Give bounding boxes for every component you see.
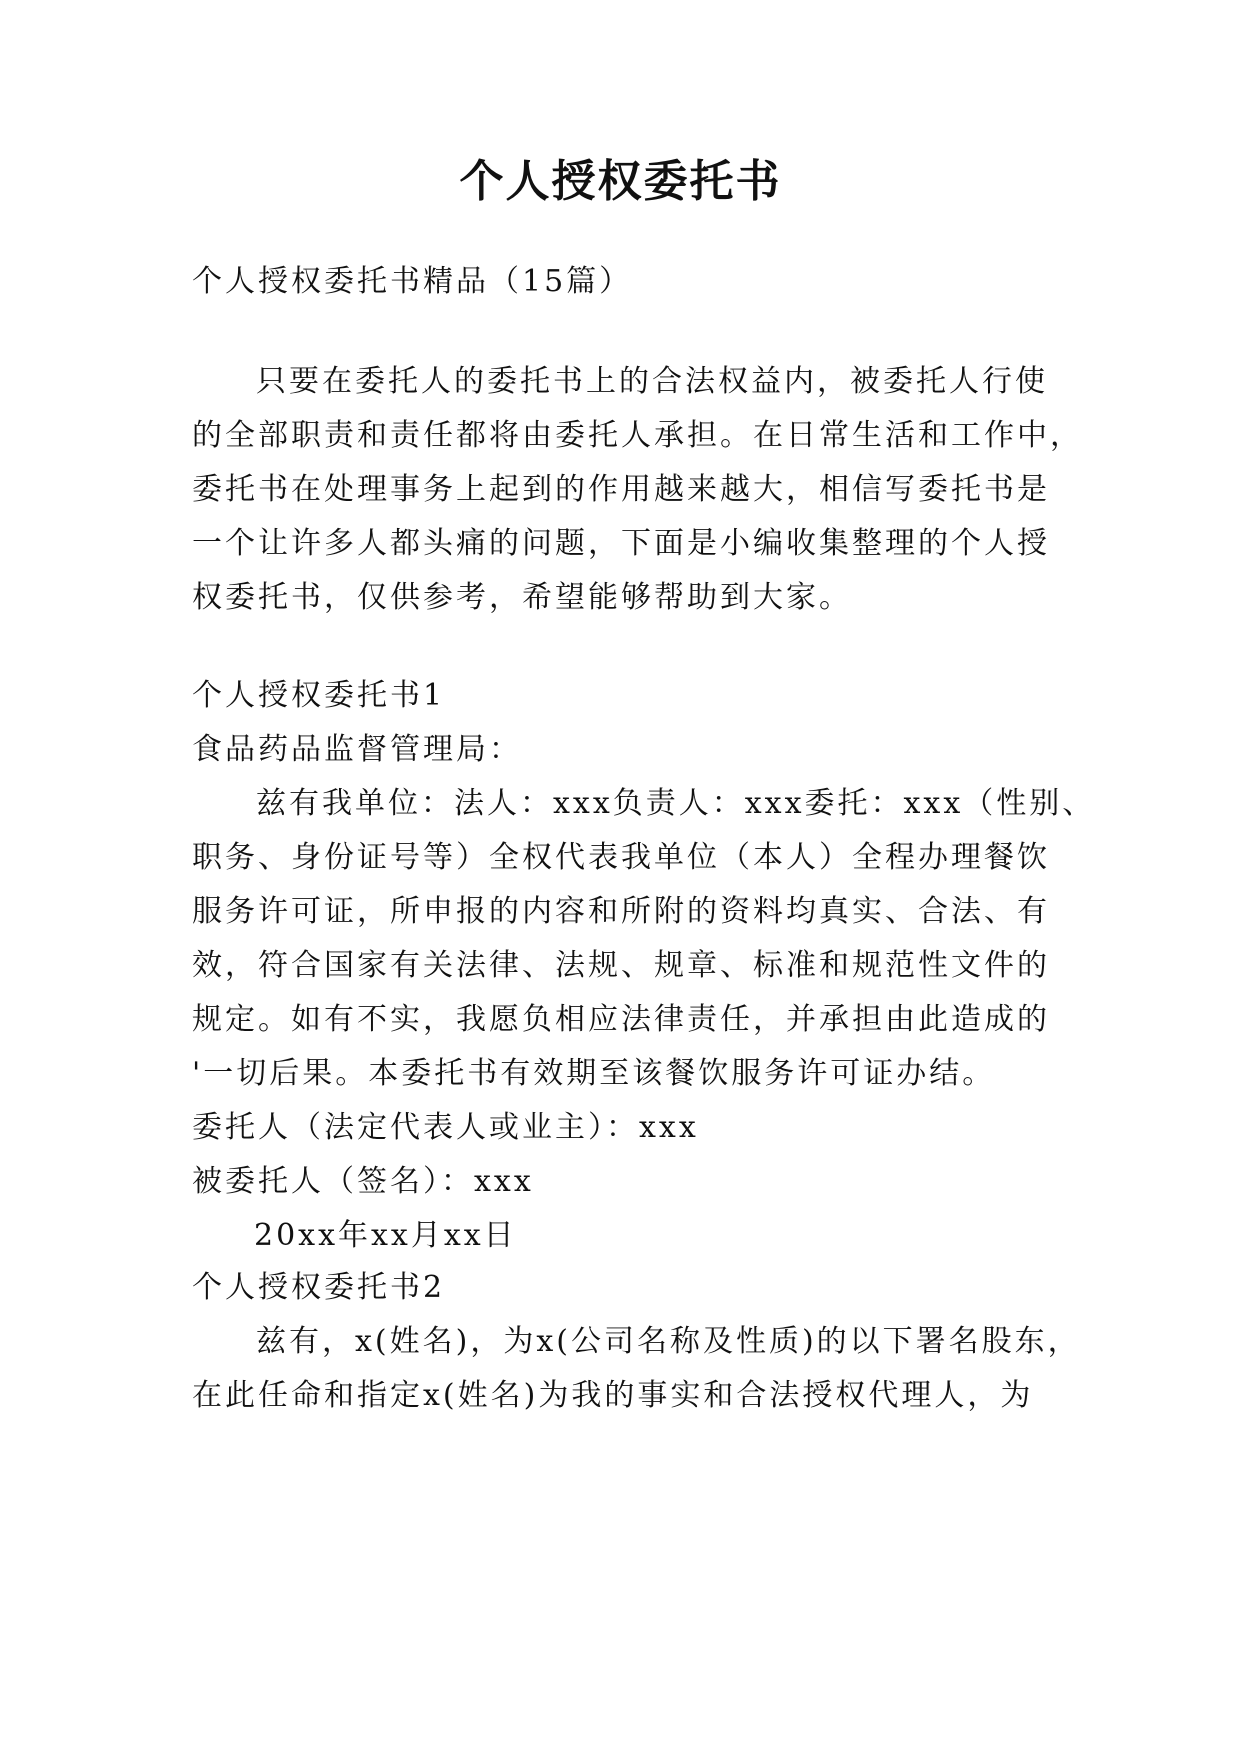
- section1-agent: 被委托人（签名）：xxx: [192, 1164, 534, 1199]
- section2-heading: 个人授权委托书2: [192, 1270, 446, 1305]
- intro-line-2: 的全部职责和责任都将由委托人承担。在日常生活和工作中，: [192, 418, 1083, 453]
- section1-date: 20xx年xx月xx日: [254, 1218, 517, 1253]
- section1-body-line-5: 规定。如有不实，我愿负相应法律责任，并承担由此造成的: [192, 1002, 1050, 1037]
- section1-body-line-6: '一切后果。本委托书有效期至该餐饮服务许可证办结。: [192, 1056, 996, 1091]
- section2-body-line-1: 兹有，x(姓名)，为x(公司名称及性质)的以下署名股东，: [256, 1324, 1081, 1359]
- section1-principal: 委托人（法定代表人或业主）：xxx: [192, 1110, 699, 1145]
- intro-line-1: 只要在委托人的委托书上的合法权益内，被委托人行使: [256, 364, 1048, 399]
- document-title: 个人授权委托书: [459, 156, 782, 207]
- intro-line-4: 一个让许多人都头痛的问题，下面是小编收集整理的个人授: [192, 526, 1050, 561]
- section1-recipient: 食品药品监督管理局：: [192, 732, 522, 767]
- section1-heading: 个人授权委托书1: [192, 678, 446, 713]
- section1-body-line-3: 服务许可证，所申报的内容和所附的资料均真实、合法、有: [192, 894, 1050, 929]
- section1-body-line-4: 效，符合国家有关法律、法规、规章、标准和规范性文件的: [192, 948, 1050, 983]
- section1-body-line-2: 职务、身份证号等）全权代表我单位（本人）全程办理餐饮: [192, 840, 1050, 875]
- intro-line-3: 委托书在处理事务上起到的作用越来越大，相信写委托书是: [192, 472, 1050, 507]
- section1-body-line-1: 兹有我单位：法人：xxx负责人：xxx委托：xxx（性别、: [256, 786, 1096, 821]
- intro-line-5: 权委托书，仅供参考，希望能够帮助到大家。: [192, 580, 852, 615]
- section2-body-line-2: 在此任命和指定x(姓名)为我的事实和合法授权代理人，为: [192, 1378, 1034, 1413]
- document-subtitle: 个人授权委托书精品（15篇）: [192, 264, 633, 299]
